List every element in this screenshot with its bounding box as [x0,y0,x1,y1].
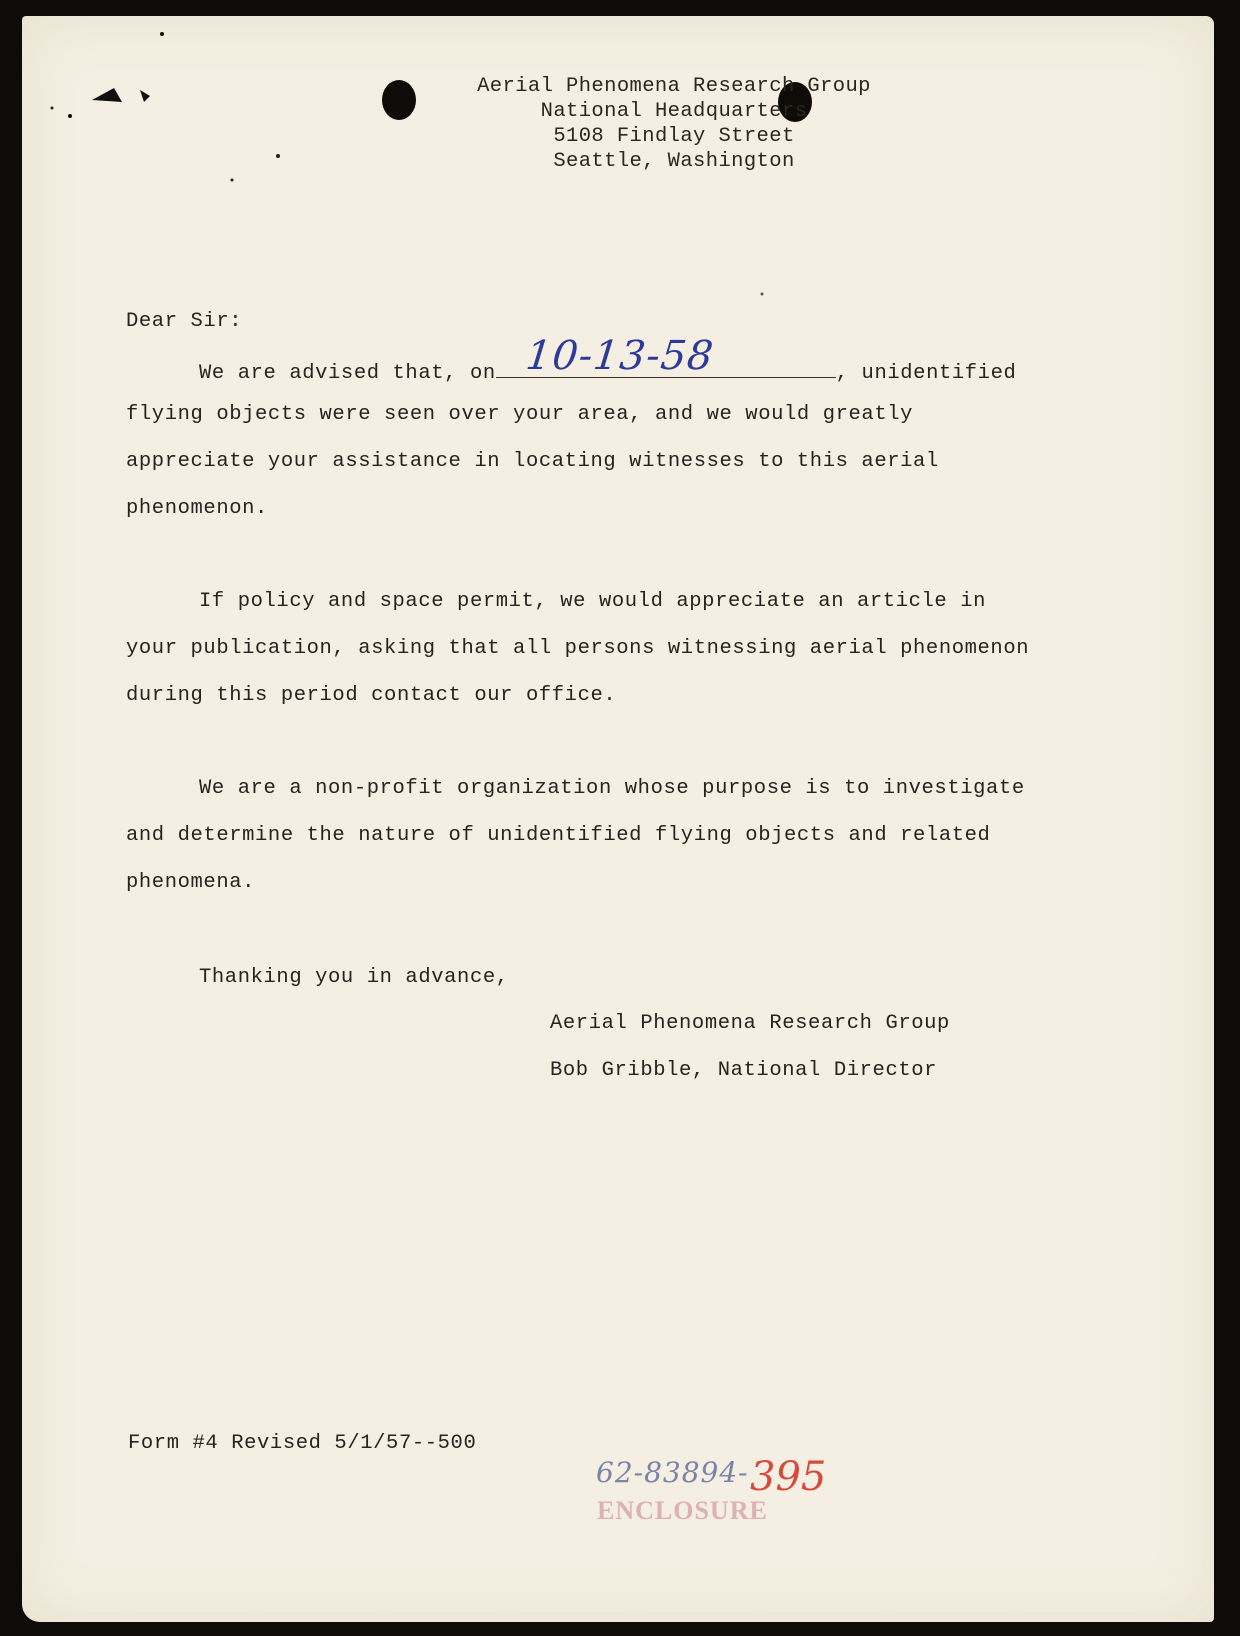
letterhead [22,74,1214,174]
file-serial-stamp: 395 [750,1454,827,1500]
letter-page [22,16,1214,1622]
para2-line1: If policy and space permit, we would appreciate an article in [199,590,987,613]
para1-suffix: , unidentified [835,362,1017,385]
signature-name: Bob Gribble, National Director [550,1059,938,1082]
date-field [496,333,836,379]
file-number-stamp: 62-83894- [596,1456,749,1489]
para1-line2: flying objects were seen over your area, and we would greatly [126,403,914,426]
para3-line3: phenomena. [126,871,256,894]
salutation: Dear Sir: [126,310,243,333]
closing: Thanking you in advance, [199,966,509,989]
para1-prefix: We are advised that, on [199,362,496,385]
para1-line4: phenomenon. [126,497,268,520]
letterhead-org: Aerial Phenomena Research Group [477,75,871,98]
para2-line2: your publication, asking that all persons witnessing aerial phenomenon [126,637,1030,660]
para3-line1: We are a non-profit organization whose purpose is to investigate [199,777,1025,800]
enclosure-stamp: ENCLOSURE [597,1496,768,1525]
para3-line2: and determine the nature of unidentified flying objects and related [126,824,991,847]
para1-line1 [199,333,1017,385]
letterhead-city: Seattle, Washington [553,150,795,173]
form-number: Form #4 Revised 5/1/57--500 [128,1432,477,1455]
para1-line3: appreciate your assistance in locating witnesses to this aerial [126,450,939,473]
handwritten-date: 10-13-58 [523,333,716,379]
letterhead-street: 5108 Findlay Street [553,125,795,148]
ink-specks [22,16,1214,1622]
signature-org: Aerial Phenomena Research Group [550,1012,950,1035]
letterhead-office: National Headquarters [540,100,808,123]
para2-line3: during this period contact our office. [126,684,617,707]
